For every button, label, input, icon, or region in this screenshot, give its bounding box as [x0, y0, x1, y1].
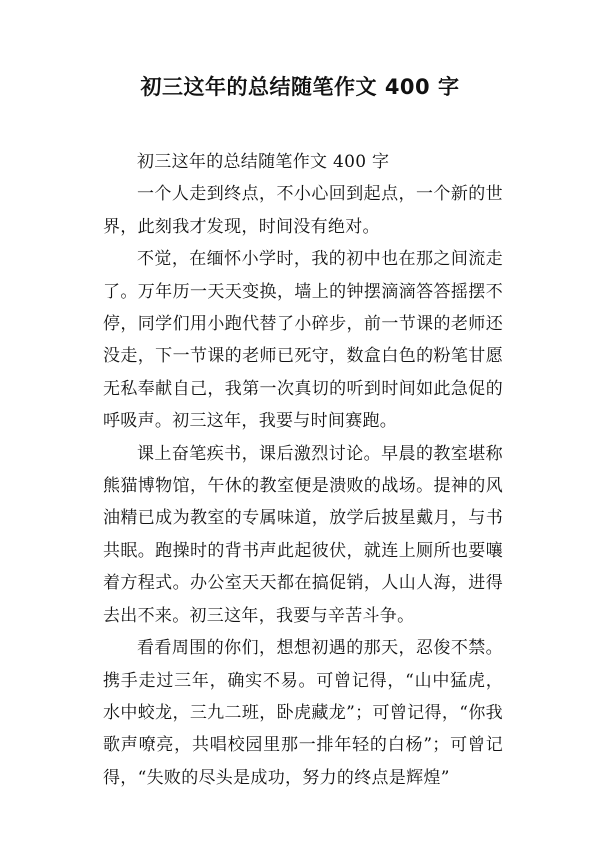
paragraph-4: 看看周围的你们，想想初遇的那天，忍俊不禁。携手走过三年，确实不易。可曾记得，“山中猛虎，水中蛟龙，三九二班，卧虎藏龙”；可曾记得，“你我歌声嘹亮，共唱校园里那一排年轻的白杨”；可曾记得，“失败的尽头是成功，努力的终点是辉煌” — [103, 638, 503, 788]
document-body — [103, 146, 503, 794]
document-title: 初三这年的总结随笔作文 400 字 — [140, 75, 460, 99]
paragraph-1: 一个人走到终点，不小心回到起点，一个新的世界，此刻我才发现，时间没有绝对。 — [103, 184, 503, 237]
paragraph-3: 课上奋笔疾书，课后激烈讨论。早晨的教室堪称熊猫博物馆，午休的教室便是溃败的战场。提神的风油精已成为教室的专属味道，放学后披星戴月，与书共眠。跑操时的背书声此起彼伏，就连上厕所也要嚷着方程式。办公室天天都在搞促销，人山人海，进得去出不来。初三这年，我要与辛苦斗争。 — [103, 443, 503, 626]
paragraph-subtitle: 初三这年的总结随笔作文 400 字 — [137, 152, 390, 172]
paragraph-2: 不觉，在缅怀小学时，我的初中也在那之间流走了。万年历一天天变换，墙上的钟摆滴滴答答摇摆不停，同学们用小跑代替了小碎步，前一节课的老师还没走，下一节课的老师已死守，数盒白色的粉笔甘愿无私奉献自己，我第一次真切的听到时间如此急促的呼吸声。初三这年，我要与时间赛跑。 — [103, 249, 503, 432]
